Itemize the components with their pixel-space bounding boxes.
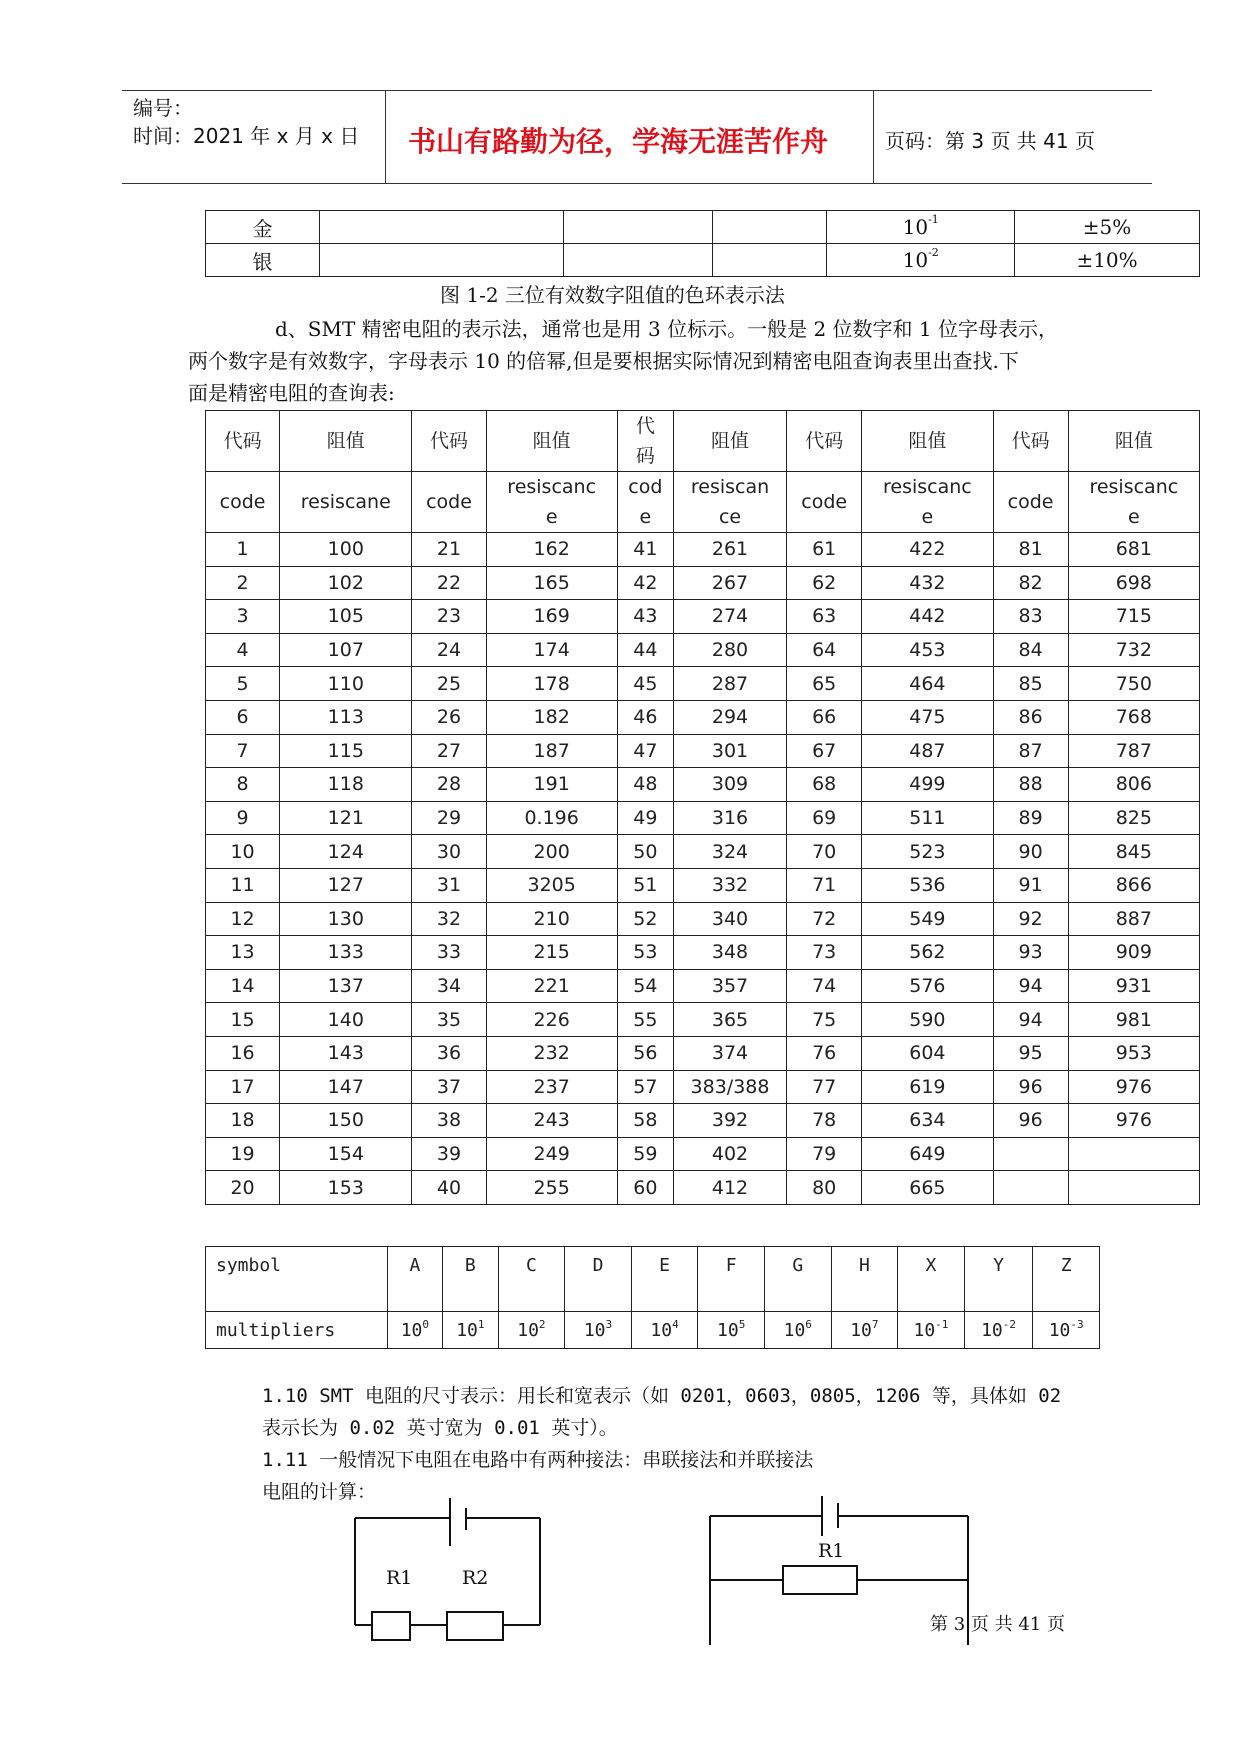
header-cell-text: cod [628,476,663,498]
resistance-cell: 187 [486,734,617,768]
code-cell: 69 [787,801,862,835]
code-cell: 83 [993,600,1068,634]
header-cell-text: 代码 [805,430,844,452]
resistance-cell: 866 [1068,868,1199,902]
resistance-cell: 127 [280,868,412,902]
resistance-cell: 261 [673,533,786,567]
resistance-cell: 140 [280,1003,412,1037]
section-1-10-line-1: 1.10 SMT 电阻的尺寸表示：用长和宽表示（如 0201，0603，0805，1206 等，具体如 02 [262,1385,1062,1407]
code-cell: 1 [206,533,280,567]
header-cell-text: 代码 [1011,430,1050,452]
code-cell: 8 [206,768,280,802]
resistance-cell: 750 [1068,667,1199,701]
resistance-cell: 105 [280,600,412,634]
code-cell: 36 [412,1036,486,1070]
resistance-cell: 976 [1068,1104,1199,1138]
paragraph-line-3: 面是精密电阻的查询表: [188,381,395,405]
label-r1-parallel: R1 [818,1540,845,1562]
header-cell-text: resiscan [690,476,770,498]
multiplier-cell: $10^{-1}$ [898,1312,965,1349]
code-cell: 78 [787,1104,862,1138]
symbol-cell: B [443,1247,498,1312]
calc-label: 电阻的计算： [262,1481,377,1503]
resistance-cell: 255 [486,1171,617,1205]
resistance-cell: 113 [280,700,412,734]
resistance-cell: 309 [673,768,786,802]
resistance-cell: 634 [862,1104,993,1138]
resistance-cell: 604 [862,1036,993,1070]
header-cell-text: 阻值 [711,430,750,452]
series-circuit [355,1498,540,1640]
resistance-cell: 178 [486,667,617,701]
resistance-cell: 442 [862,600,993,634]
code-cell: 40 [412,1171,486,1205]
code-cell: 90 [993,835,1068,869]
code-cell: 31 [412,868,486,902]
resistance-cell: 332 [673,868,786,902]
code-cell: 72 [787,902,862,936]
resistance-cell: 301 [673,734,786,768]
code-cell: 44 [617,633,673,667]
code-cell: 4 [206,633,280,667]
code-cell: 17 [206,1070,280,1104]
code-cell: 80 [787,1171,862,1205]
resistance-cell: 174 [486,633,617,667]
symbol-label: symbol [206,1247,388,1312]
resistance-cell: 102 [280,566,412,600]
resistance-cell: 453 [862,633,993,667]
multiplier-cell: $10^{-1}$ [827,211,1015,244]
resistance-cell: 536 [862,868,993,902]
resistance-cell: 162 [486,533,617,567]
code-cell: 41 [617,533,673,567]
code-cell: 38 [412,1104,486,1138]
symbol-cell: A [387,1247,442,1312]
header-cell-text: code [426,491,472,513]
resistance-cell: 100 [280,533,412,567]
code-cell: 32 [412,902,486,936]
symbol-cell: C [498,1247,565,1312]
multiplier-cell: $10^5$ [698,1312,765,1349]
code-cell: 29 [412,801,486,835]
code-cell: 12 [206,902,280,936]
code-cell: 74 [787,969,862,1003]
resistance-cell: 147 [280,1070,412,1104]
resistance-cell: 316 [673,801,786,835]
resistance-cell: 280 [673,633,786,667]
resistance-cell: 475 [862,700,993,734]
code-cell: 16 [206,1036,280,1070]
code-cell: 18 [206,1104,280,1138]
header-cell-text: 代码 [223,430,262,452]
header-cell-text: 阻值 [1114,430,1153,452]
resistance-cell: 432 [862,566,993,600]
code-cell: 30 [412,835,486,869]
code-cell: 96 [993,1070,1068,1104]
code-cell: 35 [412,1003,486,1037]
resistance-cell: 806 [1068,768,1199,802]
multiplier-cell: $10^6$ [764,1312,831,1349]
code-cell: 76 [787,1036,862,1070]
header-cell-text: resiscane [300,491,391,513]
code-cell: 13 [206,936,280,970]
resistance-cell: 130 [280,902,412,936]
code-cell: 93 [993,936,1068,970]
code-cell: 54 [617,969,673,1003]
resistance-cell: 121 [280,801,412,835]
code-cell: 9 [206,801,280,835]
code-cell: 43 [617,600,673,634]
header-cell-text: resiscanc [883,476,972,498]
resistance-cell: 107 [280,633,412,667]
code-cell: 75 [787,1003,862,1037]
code-cell: 94 [993,969,1068,1003]
symbol-cell: Z [1033,1247,1100,1312]
code-cell: 6 [206,700,280,734]
header-cell-text: 阻值 [908,430,947,452]
resistance-cell: 274 [673,600,786,634]
resistance-cell: 169 [486,600,617,634]
header-cell-text: ce [718,506,742,528]
resistance-cell: 976 [1068,1070,1199,1104]
resistance-cell: 732 [1068,633,1199,667]
resistance-cell: 232 [486,1036,617,1070]
multiplier-cell: $10^3$ [565,1312,632,1349]
resistance-cell: 511 [862,801,993,835]
header-cell-text: code [801,491,848,513]
resistor-r1 [372,1612,410,1640]
code-cell: 66 [787,700,862,734]
code-cell: 27 [412,734,486,768]
code-cell: 55 [617,1003,673,1037]
label-r1-series: R1 [386,1567,413,1589]
multiplier-cell: $10^7$ [831,1312,898,1349]
resistance-cell: 287 [673,667,786,701]
resistance-cell: 665 [862,1171,993,1205]
code-cell: 39 [412,1137,486,1171]
resistance-cell: 402 [673,1137,786,1171]
header-cell-text: e [921,506,934,528]
header-cell-text: code [219,491,266,513]
header-cell-text: e [545,506,558,528]
code-cell: 53 [617,936,673,970]
resistor-r2 [447,1612,503,1640]
code-cell: 62 [787,566,862,600]
resistance-cell: 787 [1068,734,1199,768]
code-cell: 28 [412,768,486,802]
doc-number-label: 编号： [133,96,193,120]
resistance-cell: 210 [486,902,617,936]
resistance-cell: 619 [862,1070,993,1104]
resistance-cell: 365 [673,1003,786,1037]
resistance-cell: 137 [280,969,412,1003]
multiplier-cell: $10^0$ [387,1312,442,1349]
header-cell-text: e [639,506,652,528]
code-cell: 77 [787,1070,862,1104]
symbol-cell: F [698,1247,765,1312]
code-cell: 37 [412,1070,486,1104]
resistance-cell: 124 [280,835,412,869]
code-cell: 65 [787,667,862,701]
resistance-cell: 909 [1068,936,1199,970]
resistance-cell: 237 [486,1070,617,1104]
multiplier-cell: $10^{-2}$ [827,244,1015,277]
code-cell: 45 [617,667,673,701]
code-cell: 70 [787,835,862,869]
resistance-cell: 845 [1068,835,1199,869]
resistance-cell: 523 [862,835,993,869]
code-cell: 56 [617,1036,673,1070]
resistance-cell: 698 [1068,566,1199,600]
code-cell: 96 [993,1104,1068,1138]
multipliers-label: multipliers [206,1312,388,1349]
code-cell: 19 [206,1137,280,1171]
header-cell-text: resiscanc [1089,476,1179,498]
resistance-cell: 115 [280,734,412,768]
figure-caption: 图 1-2 三位有效数字阻值的色环表示法 [440,283,785,307]
doc-time-label: 时间：2021 年 x 月 x 日 [133,124,360,148]
code-cell: 64 [787,633,862,667]
header-page-label: 页码：第 3 页 共 41 页 [885,129,1095,153]
resistance-cell: 221 [486,969,617,1003]
multiplier-cell: $10^1$ [443,1312,498,1349]
code-cell: 22 [412,566,486,600]
code-cell: 34 [412,969,486,1003]
code-cell: 20 [206,1171,280,1205]
code-cell: 48 [617,768,673,802]
code-cell: 73 [787,936,862,970]
code-cell: 3 [206,600,280,634]
code-cell: 60 [617,1171,673,1205]
header-cell-text: 代 [635,415,655,437]
tolerance-cell: ±10% [1015,244,1200,277]
code-cell: 24 [412,633,486,667]
code-cell: 49 [617,801,673,835]
code-cell: 86 [993,700,1068,734]
code-cell: 81 [993,533,1068,567]
resistance-cell: 200 [486,835,617,869]
header-cell-text: 阻值 [326,430,365,452]
resistance-cell: 464 [862,667,993,701]
code-cell: 79 [787,1137,862,1171]
header-cell-text: 阻值 [532,430,571,452]
code-cell: 71 [787,868,862,902]
code-cell: 85 [993,667,1068,701]
resistance-cell: 226 [486,1003,617,1037]
resistance-cell: 576 [862,969,993,1003]
code-cell: 14 [206,969,280,1003]
color-cell: 银 [206,244,320,277]
resistance-cell: 153 [280,1171,412,1205]
resistance-cell: 165 [486,566,617,600]
resistance-cell: 562 [862,936,993,970]
symbol-cell: X [898,1247,965,1312]
code-cell: 87 [993,734,1068,768]
tolerance-cell: ±5% [1015,211,1200,244]
section-1-11: 1.11 一般情况下电阻在电路中有两种接法：串联接法和并联接法 [262,1449,814,1471]
code-cell: 59 [617,1137,673,1171]
resistance-cell: 374 [673,1036,786,1070]
resistance-cell: 182 [486,700,617,734]
section-1-10-line-2: 表示长为 0.02 英寸宽为 0.01 英寸）。 [262,1417,618,1439]
resistance-cell: 110 [280,667,412,701]
resistance-cell: 590 [862,1003,993,1037]
multiplier-cell: $10^2$ [498,1312,565,1349]
resistance-cell: 340 [673,902,786,936]
resistance-cell: 383/388 [673,1070,786,1104]
code-cell: 23 [412,600,486,634]
code-cell: 11 [206,868,280,902]
resistance-cell: 143 [280,1036,412,1070]
code-cell: 92 [993,902,1068,936]
code-cell: 61 [787,533,862,567]
resistance-cell: 357 [673,969,786,1003]
code-cell: 26 [412,700,486,734]
code-cell: 21 [412,533,486,567]
code-cell: 89 [993,801,1068,835]
code-cell: 42 [617,566,673,600]
code-cell: 58 [617,1104,673,1138]
code-cell: 57 [617,1070,673,1104]
resistance-cell: 249 [486,1137,617,1171]
code-cell: 91 [993,868,1068,902]
resistance-cell: 422 [862,533,993,567]
resistance-cell: 3205 [486,868,617,902]
symbol-cell: Y [964,1247,1033,1312]
code-cell: 50 [617,835,673,869]
resistance-cell: 499 [862,768,993,802]
resistance-cell: 412 [673,1171,786,1205]
resistance-cell: 267 [673,566,786,600]
resistance-cell: 133 [280,936,412,970]
code-cell: 25 [412,667,486,701]
resistance-cell: 549 [862,902,993,936]
code-cell: 46 [617,700,673,734]
symbol-cell: H [831,1247,898,1312]
symbol-cell: G [764,1247,831,1312]
header-cell-text: resiscanc [507,476,597,498]
multiplier-cell: $10^4$ [631,1312,698,1349]
code-cell: 15 [206,1003,280,1037]
resistance-cell: 768 [1068,700,1199,734]
resistance-cell: 0.196 [486,801,617,835]
resistance-cell: 681 [1068,533,1199,567]
resistance-cell: 392 [673,1104,786,1138]
header-cell-text: e [1127,506,1140,528]
resistance-cell: 215 [486,936,617,970]
code-cell: 84 [993,633,1068,667]
code-cell: 95 [993,1036,1068,1070]
resistance-cell: 931 [1068,969,1199,1003]
code-cell: 67 [787,734,862,768]
page-footer: 第 3 页 共 41 页 [930,1614,1065,1635]
resistance-cell: 191 [486,768,617,802]
code-cell: 88 [993,768,1068,802]
code-cell: 5 [206,667,280,701]
resistance-cell: 118 [280,768,412,802]
resistance-cell: 887 [1068,902,1199,936]
resistance-cell: 981 [1068,1003,1199,1037]
code-cell: 68 [787,768,862,802]
code-cell: 2 [206,566,280,600]
resistance-cell: 150 [280,1104,412,1138]
resistance-cell: 154 [280,1137,412,1171]
code-cell: 63 [787,600,862,634]
resistance-cell: 348 [673,936,786,970]
header-cell-text: code [1007,491,1054,513]
code-cell: 51 [617,868,673,902]
symbol-cell: D [565,1247,632,1312]
multiplier-cell: $10^{-3}$ [1033,1312,1100,1349]
header-cell-text: 码 [635,445,655,467]
symbol-cell: E [631,1247,698,1312]
code-cell: 7 [206,734,280,768]
paragraph-line-1: d、SMT 精密电阻的表示法，通常也是用 3 位标示。一般是 2 位数字和 1 位字母表示， [275,317,1058,341]
code-cell: 10 [206,835,280,869]
resistance-cell: 294 [673,700,786,734]
code-cell: 33 [412,936,486,970]
resistance-cell: 649 [862,1137,993,1171]
resistance-cell: 324 [673,835,786,869]
label-r2-series: R2 [462,1567,489,1589]
resistor-r1 [783,1566,857,1594]
code-cell: 94 [993,1003,1068,1037]
header-motto: 书山有路勤为径，学海无涯苦作舟 [408,125,829,158]
header-cell-text: 代码 [429,430,468,452]
resistance-cell: 243 [486,1104,617,1138]
color-cell: 金 [206,211,320,244]
code-cell: 47 [617,734,673,768]
resistance-cell: 487 [862,734,993,768]
code-cell: 52 [617,902,673,936]
paragraph-line-2: 两个数字是有效数字，字母表示 10 的倍幂,但是要根据实际情况到精密电阻查询表里出查找.下 [188,349,1019,373]
resistance-cell: 825 [1068,801,1199,835]
resistance-cell: 715 [1068,600,1199,634]
multiplier-cell: $10^{-2}$ [964,1312,1033,1349]
resistance-cell: 953 [1068,1036,1199,1070]
code-cell: 82 [993,566,1068,600]
